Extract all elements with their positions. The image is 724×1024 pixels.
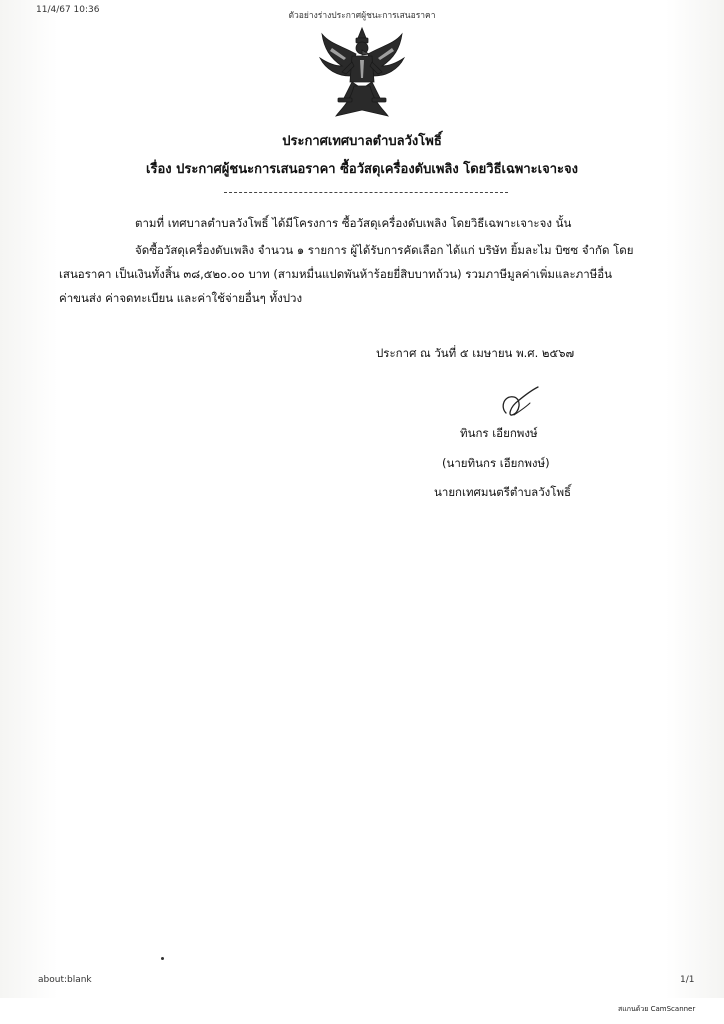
- scanner-watermark: สแกนด้วย CamScanner: [618, 1005, 696, 1013]
- signer-name: ทินกร เอียกพงษ์: [460, 426, 538, 440]
- print-datetime: 11/4/67 10:36: [36, 5, 100, 15]
- signer-full-name: (นายทินกร เอียกพงษ์): [442, 456, 550, 470]
- body-line: ค่าขนส่ง ค่าจดทะเบียน และค่าใช้จ่ายอื่นๆ ทั้งปวง: [59, 291, 303, 305]
- announcement-date: ประกาศ ณ วันที่ ๕ เมษายน พ.ศ. ๒๕๖๗: [376, 346, 575, 360]
- speck: [161, 957, 164, 960]
- body-line: จัดซื้อวัสดุเครื่องดับเพลิง จำนวน ๑ รายการ ผู้ได้รับการคัดเลือก ได้แก่ บริษัท ยิ้มละไม บิซซ จำกัด โดย: [135, 243, 634, 257]
- body-line: เสนอราคา เป็นเงินทั้งสิ้น ๓๘,๕๒๐.๐๐ บาท (สามหมื่นแปดพันห้าร้อยยี่สิบบาทถ้วน) รวมภาษีมูลค่าเพิ่มและภาษีอื่น: [59, 267, 613, 281]
- garuda-emblem-icon: [312, 24, 412, 124]
- print-url: about:blank: [38, 975, 92, 985]
- separator-line: [224, 192, 508, 193]
- subject-heading: เรื่อง ประกาศผู้ชนะการเสนอราคา ซื้อวัสดุเครื่องดับเพลิง โดยวิธีเฉพาะเจาะจง: [146, 162, 578, 177]
- scan-margin: [0, 998, 724, 1024]
- issuer-heading: ประกาศเทศบาลตำบลวังโพธิ์: [282, 134, 442, 149]
- print-page-title: ตัวอย่างร่างประกาศผู้ชนะการเสนอราคา: [288, 11, 436, 21]
- signature-mark: [494, 385, 544, 421]
- print-page-number: 1/1: [680, 975, 695, 985]
- signer-position: นายกเทศมนตรีตำบลวังโพธิ์: [434, 485, 572, 499]
- body-line: ตามที่ เทศบาลตำบลวังโพธิ์ ได้มีโครงการ ซื้อวัสดุเครื่องดับเพลิง โดยวิธีเฉพาะเจาะจง นั้น: [135, 216, 572, 230]
